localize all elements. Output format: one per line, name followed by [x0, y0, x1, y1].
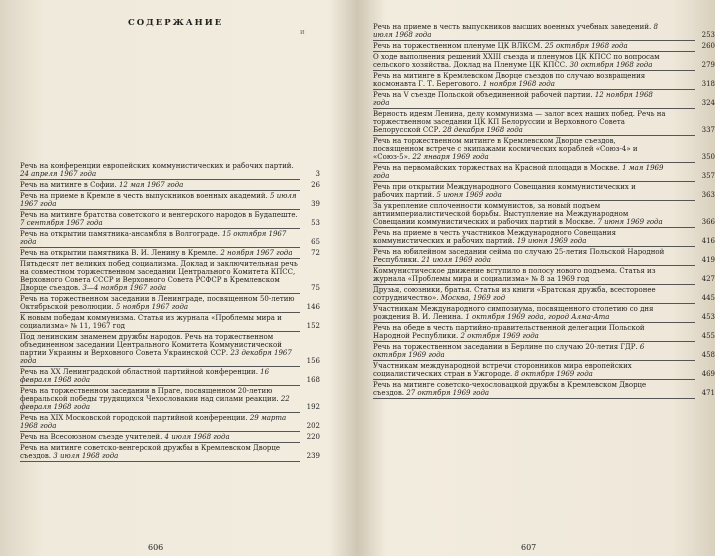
- toc-entry-title: Речь на открытии памятника-ансамбля в Волгограде.: [20, 230, 220, 238]
- toc-entry: [20, 161, 320, 180]
- toc-entry-date: 1 октября 1969 года, город Алма-Ата: [465, 313, 610, 321]
- toc-entry: [373, 90, 715, 109]
- toc-entry-date: 15 октября 1967 года: [20, 230, 287, 246]
- toc-entry-date: 8 июля 1968 года: [373, 23, 658, 39]
- toc-entry-date: 2 октября 1969 года: [460, 332, 539, 340]
- toc-entry-title: Друзья, союзники, братья. Статья из книги «Братская дружба, всесторонее сотрудничество».: [373, 286, 656, 302]
- toc-entry-page: 363: [701, 191, 715, 199]
- toc-entry: [20, 332, 320, 367]
- toc-entry-date: 22 февраля 1968 года: [20, 395, 290, 411]
- toc-entry: [20, 443, 320, 462]
- left-page: [0, 0, 356, 556]
- toc-entry-date: 23 декабря 1967 года: [20, 349, 292, 365]
- toc-entry-date: 3 июля 1968 года: [53, 452, 119, 460]
- toc-entry-page: 72: [311, 249, 320, 257]
- toc-entry: [20, 294, 320, 313]
- toc-entry-date: 1 ноября 1968 года: [482, 80, 555, 88]
- toc-entry: [373, 266, 715, 285]
- toc-entry-page: 202: [306, 422, 320, 430]
- page-title: СОДЕРЖАНИЕ: [128, 18, 224, 28]
- toc-entry-page: 453: [701, 313, 715, 321]
- toc-entry: [373, 361, 715, 380]
- toc-entry-date: 25 октября 1968 года: [544, 42, 628, 50]
- toc-entry: [20, 259, 320, 294]
- toc-entry-page: 146: [306, 303, 320, 311]
- toc-entry-title: Речь на открытии памятника В. И. Ленину в Кремле.: [20, 249, 219, 257]
- toc-entry-page: 471: [701, 389, 715, 397]
- toc-left: [20, 161, 320, 462]
- toc-entry-date: 5 июня 1969 года: [436, 191, 502, 199]
- toc-entry-page: 318: [701, 80, 715, 88]
- toc-entry-date: 5 июля 1967 года: [20, 192, 297, 208]
- toc-entry-date: 1 мая 1969 года: [373, 164, 664, 180]
- toc-entry-title: Участникам Международного симпозиума, посвященного столетию со дня рождения В. И. Ленина.: [373, 305, 654, 321]
- toc-entry-date: 24 апреля 1967 года: [20, 170, 97, 178]
- toc-entry-date: 8 октября 1969 года: [514, 370, 593, 378]
- toc-entry-date: Москва, 1969 год: [440, 294, 506, 302]
- toc-entry-page: 152: [306, 322, 320, 330]
- toc-entry-page: 469: [701, 370, 715, 378]
- toc-entry-title: Верность идеям Ленина, делу коммунизма — залог всех наших побед. Речь на торжественном заседании ЦК КП Белоруссии и Верховного Совета Белорусской ССР.: [373, 110, 666, 134]
- toc-entry-title: Речь на торжественном заседании в Ленинграде, посвященном 50-летию Октябрьской революции.: [20, 295, 295, 311]
- toc-entry-title: Речь на торжественном заседании в Праге, посвященном 20-летию февральской победы трудящихся Чехословакии над силами реакции.: [20, 387, 279, 403]
- toc-entry: [20, 413, 320, 432]
- toc-entry: [20, 248, 320, 259]
- toc-entry-title: Речь на торжественном митинге в Кремлевском Дворце съездов, посвященном встрече с экипажами космических кораблей «Союз-4» и «Союз-5».: [373, 137, 638, 161]
- toc-entry-title: Речь на торжественном заседании в Берлине по случаю 20-летия ГДР.: [373, 343, 638, 351]
- toc-entry-title: Речь на первомайских торжествах на Красной площади в Москве.: [373, 164, 620, 172]
- toc-entry-title: Речь на XX Ленинградской областной партийной конференции.: [20, 368, 258, 376]
- toc-entry: [20, 210, 320, 229]
- toc-entry-title: Речь на Всесоюзном съезде учителей.: [20, 433, 163, 441]
- toc-entry-date: 7 сентября 1967 года: [20, 219, 103, 227]
- toc-entry: [373, 136, 715, 163]
- toc-entry-page: 419: [701, 256, 715, 264]
- toc-entry: [373, 71, 715, 90]
- toc-entry: [373, 228, 715, 247]
- toc-entry-page: 26: [311, 181, 320, 189]
- toc-entry-date: 30 октября 1968 года: [569, 61, 653, 69]
- toc-entry-title: Речь на митинге братства советского и венгерского народов в Будапеште.: [20, 211, 298, 219]
- toc-entry: [20, 432, 320, 443]
- toc-entry-page: 260: [701, 42, 715, 50]
- toc-entry-title: Речь на обеде в честь партийно-правительственной делегации Польской Народной Республики.: [373, 324, 645, 340]
- toc-entry-page: 366: [701, 218, 715, 226]
- toc-entry: [373, 109, 715, 136]
- toc-entry-page: 156: [306, 357, 320, 365]
- toc-entry: [373, 304, 715, 323]
- toc-entry-page: 416: [701, 237, 715, 245]
- toc-entry-date: 12 ноября 1968 года: [373, 91, 653, 107]
- toc-entry: [20, 386, 320, 413]
- toc-entry-page: 65: [311, 238, 320, 246]
- toc-entry-page: 337: [701, 126, 715, 134]
- toc-entry-date: 19 июня 1969 года: [516, 237, 587, 245]
- toc-entry-title: Речь на юбилейном заседании сейма по случаю 25-летия Польской Народной Республики.: [373, 248, 665, 264]
- toc-entry-page: 39: [311, 200, 320, 208]
- toc-entry-page: 279: [701, 61, 715, 69]
- toc-entry: [20, 367, 320, 386]
- toc-entry-date: 27 октября 1969 года: [406, 389, 490, 397]
- toc-entry-page: 253: [701, 31, 715, 39]
- toc-entry-title: За укрепление сплоченности коммунистов, за новый подъем антиимпериалистической борьбы. Выступление на Международном Совещании коммунистических и рабочих партий в Москве.: [373, 202, 629, 226]
- toc-entry-date: 7 июня 1969 года: [597, 218, 663, 226]
- toc-entry: [373, 182, 715, 201]
- toc-right: [373, 22, 715, 399]
- toc-entry-page: 192: [306, 403, 320, 411]
- toc-entry: [373, 163, 715, 182]
- toc-entry-title: Коммунистическое движение вступило в полосу нового подъема. Статья из журнала «Проблемы мира и социализма» № 8 за 1969 год: [373, 267, 656, 283]
- toc-entry: [373, 22, 715, 41]
- toc-entry-date: 2 ноября 1967 года: [220, 249, 293, 257]
- toc-entry: [373, 201, 715, 228]
- toc-entry: [373, 247, 715, 266]
- toc-entry-title: Речь на приеме в Кремле в честь выпускников военных академий.: [20, 192, 268, 200]
- toc-entry-date: 6 октября 1969 года: [373, 343, 645, 359]
- toc-entry-date: 16 февраля 1968 года: [20, 368, 270, 384]
- toc-entry-title: Речь на торжественном пленуме ЦК ВЛКСМ.: [373, 42, 543, 50]
- toc-entry-page: 239: [306, 452, 320, 460]
- toc-entry-title: О ходе выполнения решений XXIII съезда и пленумов ЦК КПСС по вопросам сельского хозяйства. Доклад на Пленуме ЦК КПСС.: [373, 53, 660, 69]
- toc-entry-date: 29 марта 1968 года: [20, 414, 287, 430]
- toc-entry-page: 357: [701, 172, 715, 180]
- toc-entry-title: Речь на XIX Московской городской партийной конференции.: [20, 414, 248, 422]
- toc-entry-page: 220: [306, 433, 320, 441]
- toc-entry-title: К новым победам коммунизма. Статья из журнала «Проблемы мира и социализма» № 11, 1967 год: [20, 314, 282, 330]
- toc-entry-page: 324: [701, 99, 715, 107]
- toc-entry-page: 458: [701, 351, 715, 359]
- toc-entry: [373, 323, 715, 342]
- toc-entry-title: Речь на приеме в честь участников Международного Совещания коммунистических и рабочих партий.: [373, 229, 617, 245]
- toc-entry-title: Речь на митинге в Кремлевском Дворце съездов по случаю возвращения космонавта Г. Т. Берегового.: [373, 72, 646, 88]
- toc-entry-title: Речь на приеме в честь выпускников высших военных учебных заведений.: [373, 23, 652, 31]
- toc-entry: [373, 285, 715, 304]
- toc-entry-page: 350: [701, 153, 715, 161]
- toc-entry-page: 75: [311, 284, 320, 292]
- toc-entry-date: 4 июля 1968 года: [164, 433, 230, 441]
- toc-entry-title: Речь при открытии Международного Совещания коммунистических и рабочих партий.: [373, 183, 636, 199]
- right-page: [359, 0, 715, 556]
- toc-entry-date: 5 ноября 1967 года: [115, 303, 189, 311]
- toc-entry-title: Речь на конференции европейских коммунистических и рабочих партий.: [20, 162, 294, 170]
- toc-entry-page: 455: [701, 332, 715, 340]
- toc-entry: [20, 313, 320, 332]
- toc-entry-page: 53: [311, 219, 320, 227]
- toc-entry-date: 3—4 ноября 1967 года: [82, 284, 167, 292]
- toc-entry-title: Пятьдесят лет великих побед социализма. Доклад и заключительная речь на совместном торжественном заседании Центрального Комитета КПСС, Верховного Совета СССР и Верховного Совета РСФСР в Кремлевском Дворце съездов.: [20, 260, 298, 292]
- page-mark: и: [300, 28, 305, 36]
- toc-entry-page: 168: [306, 376, 320, 384]
- toc-entry-date: 21 июля 1969 года: [421, 256, 491, 264]
- toc-entry-date: 28 декабря 1968 года: [442, 126, 523, 134]
- toc-entry-page: 3: [315, 170, 320, 178]
- toc-entry-page: 445: [701, 294, 715, 302]
- toc-entry: [373, 380, 715, 399]
- toc-entry-title: Речь на митинге советско-чехословацкой дружбы в Кремлевском Дворце съездов.: [373, 381, 647, 397]
- toc-entry: [20, 180, 320, 191]
- toc-entry: [373, 41, 715, 52]
- toc-entry: [20, 229, 320, 248]
- toc-entry: [373, 52, 715, 71]
- page-number-right: 607: [521, 543, 537, 552]
- toc-entry-title: Участникам международной встречи сторонников мира европейских социалистических стран в Ужгороде.: [373, 362, 632, 378]
- toc-entry-title: Речь на митинге в Софии.: [20, 181, 117, 189]
- toc-entry-date: 12 мая 1967 года: [118, 181, 184, 189]
- toc-entry-title: Под ленинским знаменем дружбы народов. Речь на торжественном объединенном заседании Центрального Комитета Коммунистической партии Украины и Верховного Совета Украинской ССР.: [20, 333, 282, 357]
- toc-entry-title: Речь на митинге советско-венгерской дружбы в Кремлевском Дворце съездов.: [20, 444, 281, 460]
- toc-entry: [373, 342, 715, 361]
- toc-entry-title: Речь на V съезде Польской объединенной рабочей партии.: [373, 91, 593, 99]
- toc-entry: [20, 191, 320, 210]
- toc-entry-page: 427: [701, 275, 715, 283]
- toc-entry-date: 22 января 1969 года: [412, 153, 489, 161]
- page-number-left: 606: [148, 543, 164, 552]
